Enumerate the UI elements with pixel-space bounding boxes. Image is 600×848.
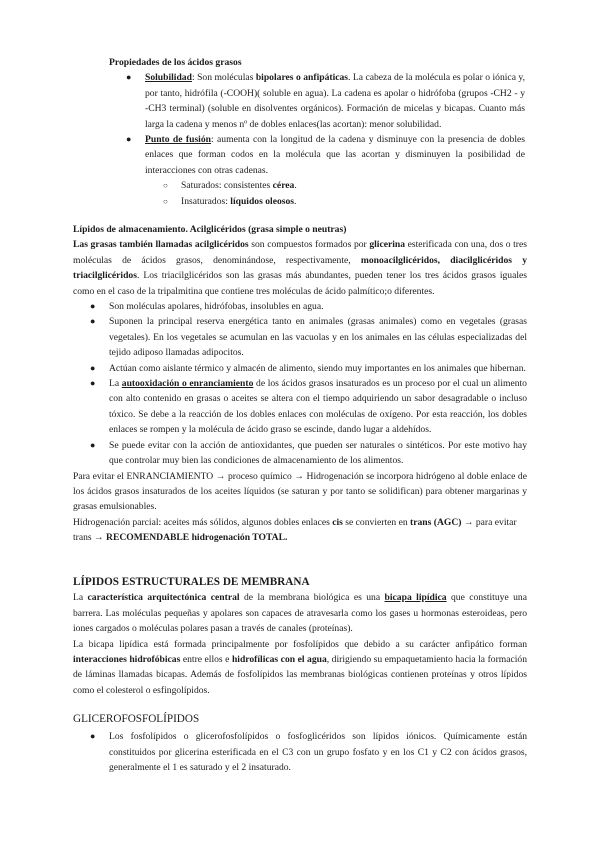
text-run: Hidrogenación parcial: aceites más sólidos, algunos dobles enlaces	[73, 516, 333, 528]
membrane-lipids-section	[0, 575, 600, 698]
bullet-icon: ●	[90, 731, 96, 742]
bullet-icon: ●	[90, 301, 96, 312]
list-item-text	[109, 376, 527, 438]
storage-lipids-section	[0, 222, 600, 546]
unsaturated-text	[181, 194, 521, 209]
text-run: de los ácidos grasos insaturados es un proceso por el cual un alimento con alto contenido en grasas o aceites se altera con el tiempo adquiriendo un sabor desagradable o incluso tóxico. Se debe a la reacción de los dobles enlaces con moléculas de oxígeno. Por esta reacción, los dobles enlaces se rompen y la molécula de ácido graso se escinde, dando lugar a aldehídos.	[109, 378, 527, 436]
glycerophospholipids-section	[0, 712, 600, 776]
bullet-icon: ●	[90, 439, 96, 450]
list-item-text: Los fosfolípidos o glicerofosfolípidos o fosfoglicéridos son lípidos iónicos. Químicamente están constituidos por glicerina esterificada en el C3 con un grupo fosfato y en los C1 y C2 con ácidos grasos, generalmente el 1 es saturado y el 2 insaturado.	[109, 731, 527, 774]
text-run: entre ellos e	[180, 654, 232, 666]
rancidity-paragraph: Para evitar el ENRANCIAMIENTO → proceso químico → Hidrogenación se incorpora hidrógeno al doble enlace de los ácidos grasos insaturados de los aceites líquidos (se saturan y por tanto se solidifican) para obtener margarinas y grasas emulsionables.	[73, 470, 527, 513]
list-item	[90, 376, 527, 438]
text-run: La	[73, 592, 88, 604]
bold-run: trans (AGC)	[410, 516, 462, 528]
storage-intro	[73, 237, 527, 299]
list-item-text: Actúan como aislante térmico y almacén de alimento, siendo muy importantes en los animales que hibernan.	[109, 362, 526, 374]
membrane-paragraph-2	[73, 637, 527, 699]
saturated-text	[181, 178, 521, 193]
text-run: que constituye una barrera. Las moléculas pequeñas y apolares son capaces de atravesarla como los gases u hormonas esteroideas, pero iones cargados o moléculas polares pasan a través de canales (proteínas).	[73, 592, 527, 635]
properties-section	[0, 55, 600, 209]
saturated-subitem	[163, 178, 521, 193]
list-item-text: Son moléculas apolares, hidrófobas, insolubles en agua.	[109, 301, 324, 313]
text-run: son compuestos formados por	[248, 239, 370, 251]
bold-run: bicapa lipídica	[384, 592, 447, 604]
text-run: Saturados: consistentes	[181, 180, 273, 192]
list-item	[90, 438, 527, 469]
bold-run: interacciones hidrofóbicas	[73, 654, 181, 666]
bold-run: monoacilglicéridos, diacilglicéridos y triacilglicéridos	[73, 254, 527, 282]
text-run: .	[294, 195, 297, 207]
properties-title: Propiedades de los ácidos grasos	[109, 57, 242, 68]
bold-run: cis	[332, 516, 343, 528]
bold-run: RECOMENDABLE hidrogenación TOTAL.	[106, 532, 288, 544]
bold-run: Las grasas también llamadas acilglicéridos	[73, 239, 249, 251]
hydrogenation-paragraph	[73, 515, 527, 546]
melting-point-item	[126, 132, 525, 178]
text-run: : aumenta con la longitud de la cadena y disminuye con la presencia de dobles enlaces que forman codos en la molécula que las acortan y disminuyen la posibilidad de interacciones con otras cadenas.	[145, 134, 525, 176]
solubility-label: Solubilidad	[145, 72, 192, 84]
text-run: . Los triacilglicéridos son las grasas más abundantes, pueden tener los tres ácidos grasos iguales como en el caso de la tripalmitina que contiene tres moléculas de ácido palmítico;o diferentes.	[73, 270, 527, 297]
list-item-text: Suponen la principal reserva energética tanto en animales (grasas animales) como en vegetales (grasas vegetales). En los vegetales se acumulan en las vacuolas y en los animales en las células especializadas del tejido adiposo llamadas adipocitos.	[109, 316, 527, 359]
bullet-icon: ●	[90, 316, 96, 327]
storage-heading: Lípidos de almacenamiento. Acilglicéridos (grasa simple o neutras)	[73, 224, 347, 235]
bold-run: líquidos oleosos	[230, 195, 295, 207]
unsaturated-subitem	[163, 194, 521, 209]
circle-bullet-icon: ○	[163, 196, 168, 206]
list-item	[90, 361, 527, 376]
text-run: Insaturados:	[181, 195, 231, 207]
bullet-icon: ●	[90, 378, 96, 389]
membrane-heading: LÍPIDOS ESTRUCTURALES DE MEMBRANA	[73, 576, 310, 588]
melting-point-text	[145, 132, 525, 178]
list-item-text: Se puede evitar con la acción de antioxidantes, que pueden ser naturales o sintéticos. Por este motivo hay que controlar muy bien las condiciones de almacenamiento de los alimentos.	[109, 439, 527, 467]
list-item	[90, 314, 527, 360]
bold-run: hidrofílicas con el agua	[231, 654, 327, 666]
text-run: se convierten en	[342, 516, 411, 528]
membrane-paragraph-1	[73, 590, 527, 636]
circle-bullet-icon: ○	[163, 181, 168, 191]
text-run: esterificada con una, dos o tres moléculas de ácidos grasos, denominándose, respectivamente,	[73, 239, 527, 266]
text-run: . La cabeza de la molécula es polar o iónica y, por tanto, hidrófila (-COOH)( soluble en agua). La cadena es apolar o hidrófoba (grupos -CH2 - y -CH3 terminal) (soluble en disolventes orgánicos). Formación de micelas y bicapas. Cuanto más larga la cadena y menos nº de dobles enlaces(las acortan): menor solubilidad.	[145, 72, 525, 130]
text-run: → para evitar trans →	[73, 516, 517, 544]
text-run: , dirigiendo su empaquetamiento hacia la formación de láminas llamadas bicapas. Además de fosfolípidos las membranas biológicas contienen proteínas y otros lípidos como el colesterol o esfingolípidos.	[73, 654, 528, 696]
bold-run: autooxidación o enranciamiento	[121, 378, 254, 390]
bold-run: glicerina	[369, 239, 406, 251]
list-item	[90, 729, 527, 775]
text-run: .	[294, 180, 297, 192]
text-run: La bicapa lipídica está formada principalmente por fosfolípidos que debido a su carácter anfipático forman	[73, 638, 527, 650]
list-item	[90, 299, 527, 314]
glycero-heading: GLICEROFOSFOLÍPIDOS	[73, 713, 200, 725]
bold-run: característica arquitectónica central	[87, 592, 240, 604]
bold-run: bipolares o anfipáticas	[255, 72, 349, 84]
solubility-item	[126, 70, 525, 132]
text-run: La	[109, 378, 122, 390]
bullet-icon: ●	[126, 72, 132, 83]
text-run: : Son moléculas	[191, 72, 256, 84]
bold-run: cérea	[272, 180, 295, 192]
text-run: de la membrana biológica es una	[239, 592, 385, 604]
melting-point-label: Punto de fusión	[145, 134, 211, 146]
solubility-text	[145, 70, 525, 132]
bullet-icon: ●	[126, 134, 132, 145]
bullet-icon: ●	[90, 362, 96, 373]
